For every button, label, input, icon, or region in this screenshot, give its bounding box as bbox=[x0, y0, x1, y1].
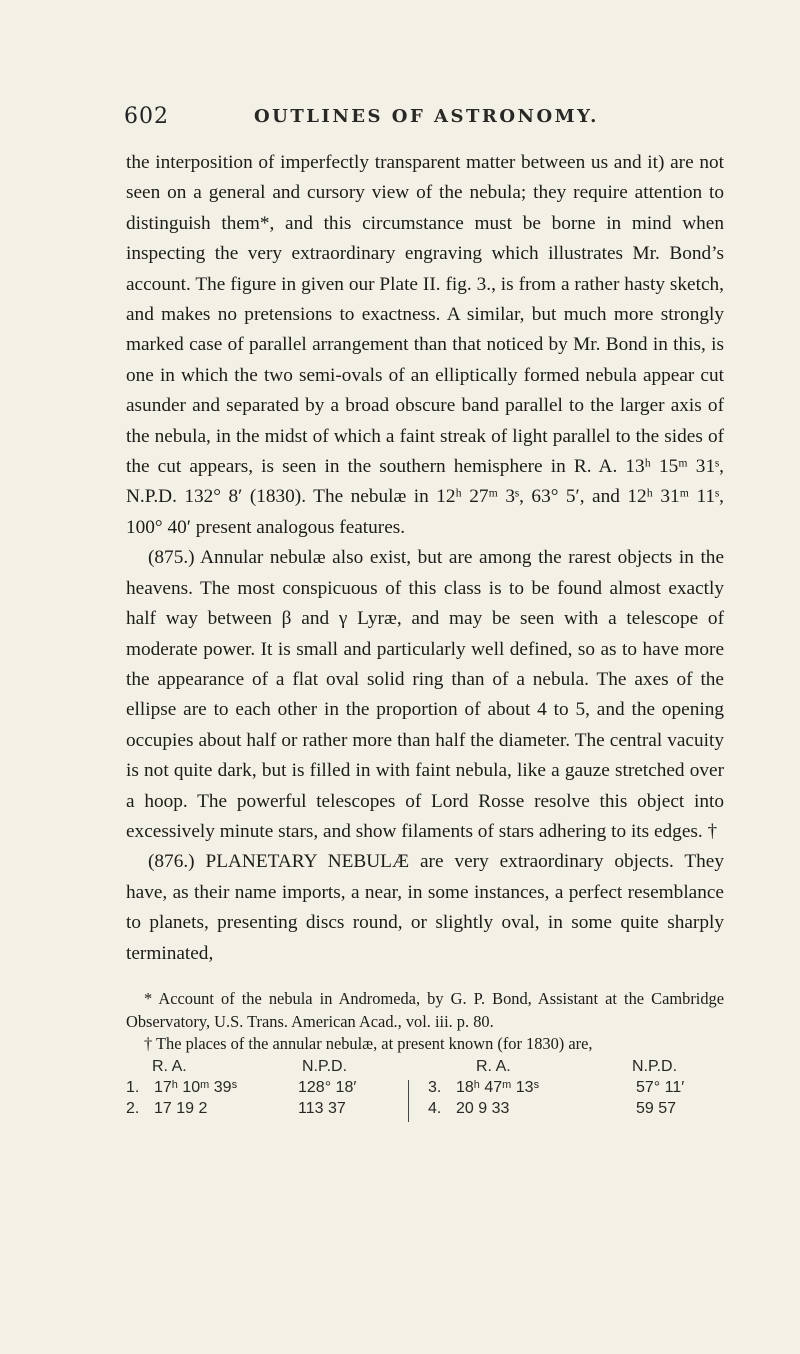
row-number: 4. bbox=[428, 1100, 442, 1117]
header-npd-right: N.P.D. bbox=[632, 1058, 678, 1075]
row-number: 1. bbox=[126, 1079, 140, 1096]
running-head: OUTLINES OF ASTRONOMY. bbox=[254, 106, 599, 127]
header-ra-left: R. A. bbox=[152, 1058, 187, 1075]
ra-value: 17ʰ 10ᵐ 39ˢ bbox=[154, 1079, 238, 1096]
footnote-asterisk: * Account of the nebula in Andromeda, by G. P. Bond, Assistant at the Cambridge Observatory, U.S. Trans. American Acad., vol. iii. p. 80. bbox=[126, 989, 724, 1031]
paragraph-continuation: the interposition of imperfectly transparent matter between us and it) are not seen on a general and cursory view of the nebula; they require attention to distinguish them*, and this circumstance must be borne in mind when inspecting the very extraordinary engraving which illustrates Mr. Bond’s account. The figure in given our Plate II. fig. 3., is from a rather hasty sketch, and makes no pretensions to exactness. A similar, but much more strongly marked case of parallel arrangement than that noticed by Mr. Bond in this, is one in which the two semi-ovals of an elliptically formed nebula appear cut asunder and separated by a broad obscure band parallel to the larger axis of the nebula, in the midst of which a faint streak of light parallel to the sides of the cut appears, is seen in the southern hemisphere in R. A. 13ʰ 15ᵐ 31ˢ, N.P.D. 132° 8′ (1830). The nebulæ in 12ʰ 27ᵐ 3ˢ, 63° 5′, and 12ʰ 31ᵐ 11ˢ, 100° 40′ present analogous features. bbox=[126, 152, 724, 538]
header-npd-left: N.P.D. bbox=[302, 1058, 348, 1075]
row-number: 3. bbox=[428, 1079, 442, 1096]
npd-value: 59 57 bbox=[636, 1100, 677, 1117]
row-number: 2. bbox=[126, 1100, 140, 1117]
annular-nebulae-table bbox=[126, 1058, 724, 1121]
ra-value: 18ʰ 47ᵐ 13ˢ bbox=[456, 1079, 540, 1096]
ra-value: 20 9 33 bbox=[456, 1100, 510, 1117]
header-ra-right: R. A. bbox=[476, 1058, 511, 1075]
npd-value: 113 37 bbox=[298, 1100, 346, 1117]
table-header-row bbox=[126, 1058, 724, 1079]
footnotes bbox=[126, 988, 724, 1056]
footnote-dagger: † The places of the annular nebulæ, at present known (for 1830) are, bbox=[144, 1034, 593, 1053]
paragraph-876: (876.) PLANETARY NEBULÆ are very extraordinary objects. They have, as their name imports, a near, in some instances, a perfect resemblance to planets, presenting discs round, or slightly oval, in some quite sharply terminated, bbox=[126, 851, 724, 964]
ra-value: 17 19 2 bbox=[154, 1100, 208, 1117]
page-number: 602 bbox=[124, 104, 169, 129]
table-row bbox=[126, 1079, 724, 1100]
paragraph-875: (875.) Annular nebulæ also exist, but are among the rarest objects in the heavens. The most conspicuous of this class is to be found almost exactly half way between β and γ Lyræ, and may be seen with a telescope of moderate power. It is small and particularly well defined, so as to have more the appearance of a flat oval solid ring than of a nebula. The axes of the ellipse are to each other in the proportion of about 4 to 5, and the opening occupies about half or rather more than half the diameter. The central vacuity is not quite dark, but is filled in with faint nebula, like a gauze stretched over a hoop. The powerful telescopes of Lord Rosse resolve this object into excessively minute stars, and show filaments of stars adhering to its edges. † bbox=[126, 547, 724, 842]
npd-value: 57° 11′ bbox=[636, 1079, 685, 1096]
main-text bbox=[126, 148, 724, 969]
npd-value: 128° 18′ bbox=[298, 1079, 357, 1096]
table-row bbox=[126, 1100, 724, 1121]
page-header bbox=[124, 100, 724, 134]
